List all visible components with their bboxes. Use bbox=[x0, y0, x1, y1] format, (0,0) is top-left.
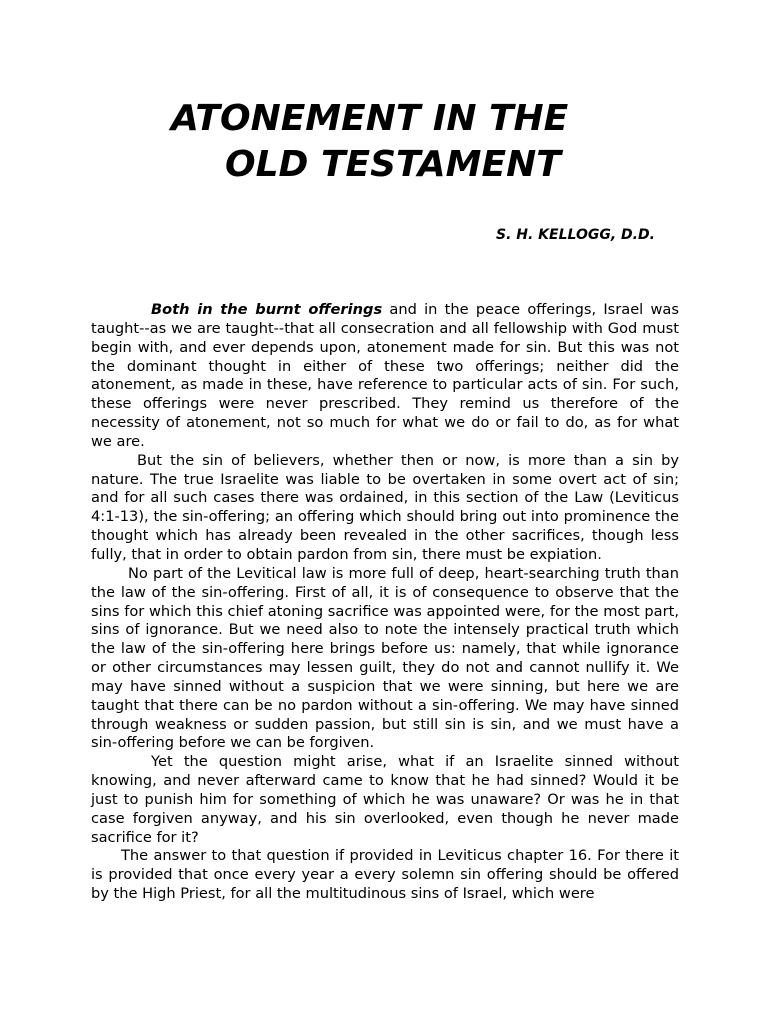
paragraph-1-lead: Both in the burnt offerings bbox=[151, 301, 383, 318]
paragraph-5-text: The answer to that question if provided in Leviticus chapter 16. For there it is provided that once every year a every solemn sin offering should be offered by the High Priest, for all the multitudinous sins of Israel, which were bbox=[91, 847, 679, 903]
paragraph-2-text: But the sin of believers, whether then or now, is more than a sin by nature. The true Israelite was liable to be overtaken in some overt act of sin; and for all such cases there was ordained, in this section of the Law (Leviticus 4:1-13), the sin-offering; an offering which should bring out into prominence the thought which has already been revealed in the other sacrifices, though less fully, that in order to obtain pardon from sin, there must be expiation. bbox=[91, 451, 679, 563]
paragraph-1-text: and in the peace offerings, Israel was taught--as we are taught--that all consecration and all fellowship with God must begin with, and ever depends upon, atonement made for sin. But this was not the dominant thought in either of these two offerings; neither did the atonement, as made in these, have reference to particular acts of sin. For such, these offerings were never prescribed. They remind us therefore of the necessity of atonement, not so much for what we do or fail to do, as for what we are. bbox=[91, 301, 679, 450]
body-text bbox=[91, 301, 679, 904]
paragraph-5 bbox=[91, 847, 679, 904]
author-byline: S. H. KELLOGG, D.D. bbox=[496, 227, 655, 243]
title-line-1: ATONEMENT IN THE bbox=[171, 98, 569, 139]
title-line-2: OLD TESTAMENT bbox=[225, 144, 561, 185]
paragraph-3 bbox=[91, 565, 679, 753]
paragraph-4 bbox=[91, 753, 679, 847]
paragraph-2 bbox=[91, 452, 679, 565]
paragraph-4-text: Yet the question might arise, what if an Israelite sinned without knowing, and never afterward came to know that he had sinned? Would it be just to punish him for something of which he was unaware? Or was he in that case forgiven anyway, and his sin overlooked, even though he never made sacrifice for it? bbox=[91, 753, 679, 846]
paragraph-3-text: No part of the Levitical law is more full of deep, heart-searching truth than the law of the sin-offering. First of all, it is of consequence to observe that the sins for which this chief atoning sacrifice was appointed were, for the most part, sins of ignorance. But we need also to note the intensely practical truth which the law of the sin-offering here brings before us: namely, that while ignorance or other circumstances may lessen guilt, they do not and cannot nullify it. We may have sinned without a suspicion that we were sinning, but here we are taught that there can be no pardon without a sin-offering. We may have sinned through weakness or sudden passion, but still sin is sin, and we must have a sin-offering before we can be forgiven. bbox=[91, 564, 679, 752]
paragraph-1 bbox=[91, 301, 679, 452]
